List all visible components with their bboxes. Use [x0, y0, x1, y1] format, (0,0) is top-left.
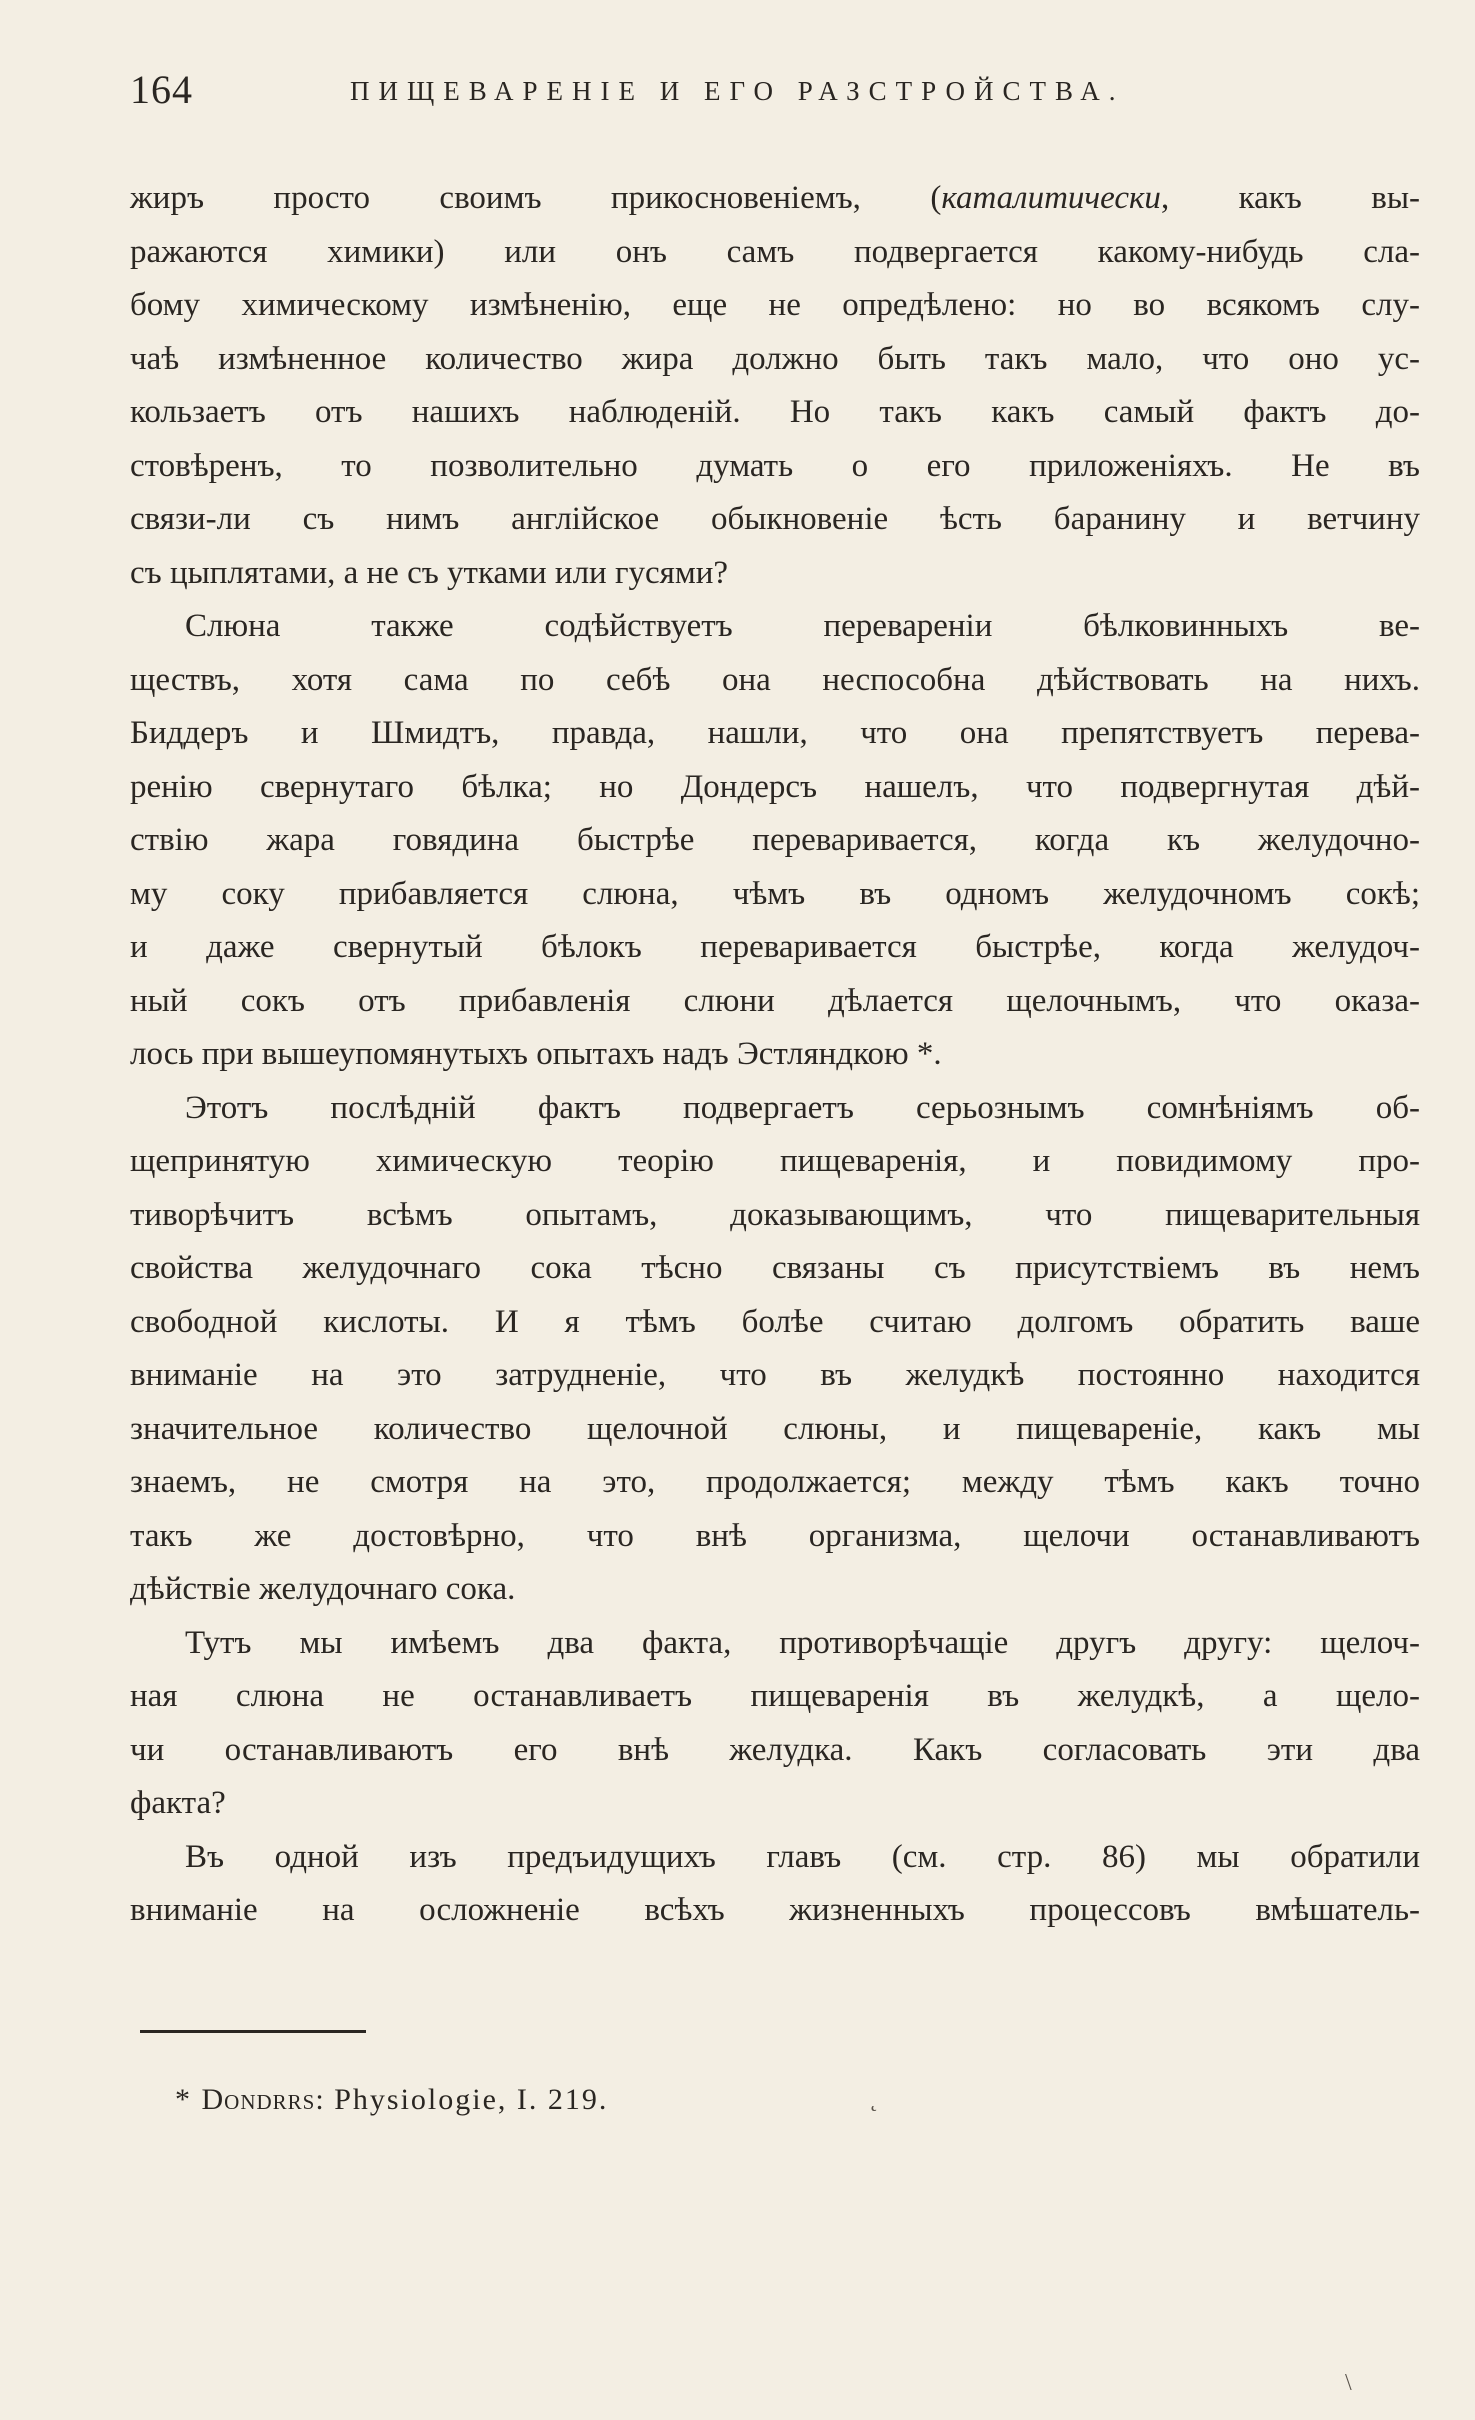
text-line: ренію свернутаго бѣлка; но Дондерсъ нашелъ, что подвергнутая дѣй-	[130, 768, 1420, 805]
footnote-work: Physiologie, I. 219.	[334, 2083, 609, 2116]
text-line: стовѣренъ, то позволительно думать о его приложеніяхъ. Не въ	[130, 447, 1420, 484]
footnote-author: Dondrrs:	[201, 2083, 325, 2116]
text-line: съ цыплятами, а не съ утками или гусями?	[130, 554, 729, 591]
text-line: ществъ, хотя сама по себѣ она неспособна дѣйствовать на нихъ.	[130, 661, 1420, 698]
body-text	[130, 172, 1420, 1938]
text-line: дѣйствіе желудочнаго сока.	[130, 1571, 516, 1607]
text-line: знаемъ, не смотря на это, продолжается; между тѣмъ какъ точно	[130, 1464, 1420, 1500]
page-number: 164	[130, 67, 193, 112]
text-line: Тутъ мы имѣемъ два факта, противорѣчащіе другъ другу: щелоч-	[185, 1624, 1420, 1661]
text-line: свободной кислоты. И я тѣмъ болѣе считаю долгомъ обратить ваше	[130, 1303, 1420, 1340]
running-title: ПИЩЕВАРЕНІЕ И ЕГО РАЗСТРОЙСТВА.	[350, 76, 1125, 106]
text-line: ствію жара говядина быстрѣе переваривается, когда къ желудочно-	[130, 822, 1420, 858]
print-speck-corner: \	[1345, 2370, 1352, 2396]
text-line: кользаетъ отъ нашихъ наблюденій. Но такъ какъ самый фактъ до-	[130, 394, 1420, 430]
text-line: свойства желудочнаго сока тѣсно связаны съ присутствіемъ въ немъ	[130, 1250, 1420, 1286]
page-header	[130, 66, 1420, 126]
text-line: му соку прибавляется слюна, чѣмъ въ одномъ желудочномъ сокѣ;	[130, 875, 1420, 912]
text-line: лось при вышеупомянутыхъ опытахъ надъ Эстляндкою *.	[130, 1036, 942, 1072]
text-line: ный сокъ отъ прибавленія слюни дѣлается щелочнымъ, что оказа-	[130, 982, 1420, 1019]
text-line: связи-ли съ нимъ англійское обыкновеніе ѣсть баранину и ветчину	[130, 501, 1420, 537]
text-fragment: жиръ просто своимъ прикосновеніемъ, (	[130, 180, 942, 216]
footnote	[175, 2083, 608, 2117]
text-fragment: , какъ вы-	[1160, 180, 1420, 216]
text-line: бому химическому измѣненію, еще не опредѣлено: но во всякомъ слу-	[130, 287, 1420, 323]
text-line: щепринятую химическую теорію пищеваренія, и повидимому про-	[130, 1143, 1420, 1179]
text-line: вниманіе на это затрудненіе, что въ желудкѣ постоянно находится	[130, 1357, 1420, 1393]
text-line	[130, 172, 1420, 226]
text-line: Этотъ послѣдній фактъ подвергаетъ серьознымъ сомнѣніямъ об-	[185, 1089, 1420, 1126]
italic-term: каталитически	[941, 180, 1161, 216]
text-line: Слюна также содѣйствуетъ перевареніи бѣлковинныхъ ве-	[185, 608, 1420, 644]
text-line: значительное количество щелочной слюны, и пищевареніе, какъ мы	[130, 1410, 1420, 1447]
text-line: ная слюна не останавливаетъ пищеваренія въ желудкѣ, а щело-	[130, 1678, 1420, 1714]
text-line: Биддеръ и Шмидтъ, правда, нашли, что она препятствуетъ перева-	[130, 715, 1420, 751]
text-line: тиворѣчитъ всѣмъ опытамъ, доказывающимъ, что пищеварительныя	[130, 1196, 1420, 1233]
text-line: ражаются химики) или онъ самъ подвергается какому-нибудь сла-	[130, 233, 1420, 270]
footnote-rule	[140, 2030, 366, 2033]
text-line: чи останавливаютъ его внѣ желудка. Какъ согласовать эти два	[130, 1731, 1420, 1768]
print-speck: ˛	[870, 2086, 878, 2112]
text-line: и даже свернутый бѣлокъ переваривается быстрѣе, когда желудоч-	[130, 929, 1420, 965]
text-line: такъ же достовѣрно, что внѣ организма, щелочи останавливаютъ	[130, 1517, 1420, 1554]
text-line: факта?	[130, 1785, 226, 1821]
text-line: вниманіе на осложненіе всѣхъ жизненныхъ процессовъ вмѣшатель-	[130, 1892, 1420, 1928]
text-line: Въ одной изъ предъидущихъ главъ (см. стр. 86) мы обратили	[185, 1838, 1420, 1875]
footnote-marker: *	[175, 2083, 192, 2116]
text-line: чаѣ измѣненное количество жира должно быть такъ мало, что оно ус-	[130, 340, 1420, 377]
